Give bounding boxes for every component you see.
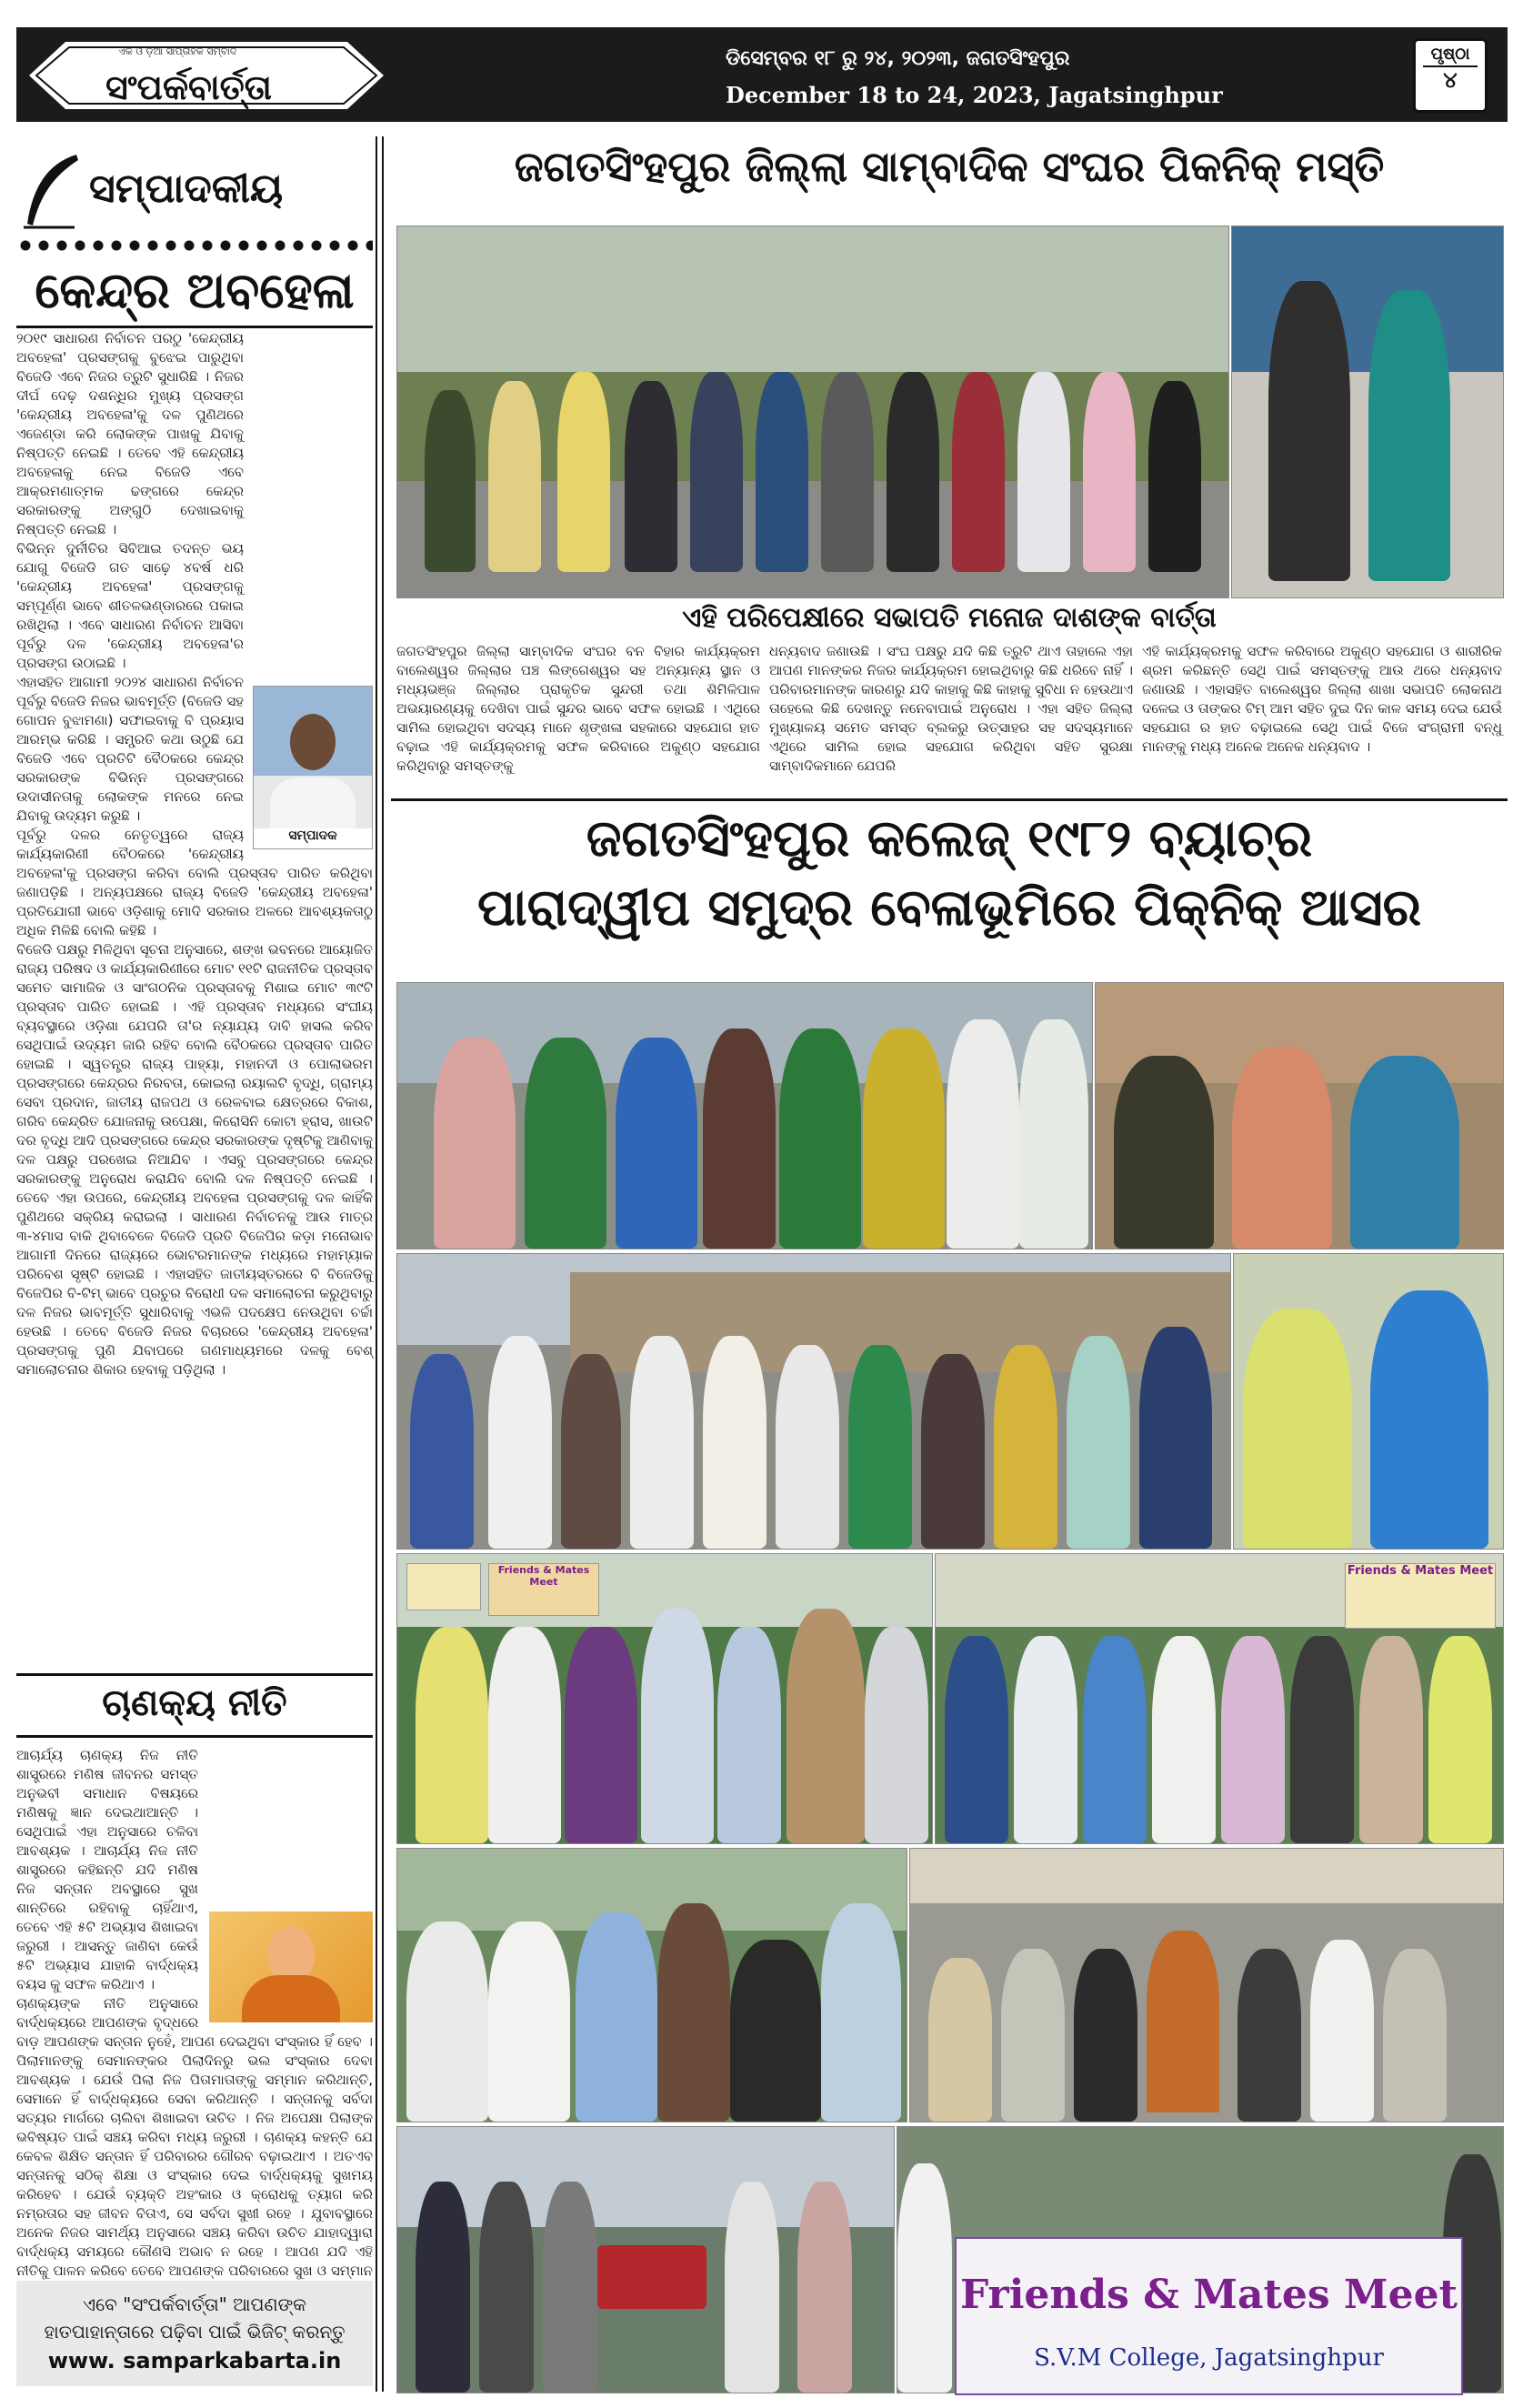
person <box>1083 1636 1147 1843</box>
banner-subtitle: S.V.M College, Jagatsinghpur <box>1034 2344 1384 2372</box>
person <box>1428 1636 1492 1843</box>
red-chairs <box>597 2245 706 2309</box>
photo-canopy <box>910 1849 1503 1903</box>
editor-photo-caption: ସମ୍ପାଦକ <box>254 828 372 848</box>
person <box>561 1354 621 1549</box>
right-column <box>391 136 1508 2392</box>
person <box>1350 1056 1459 1249</box>
person <box>416 1627 488 1843</box>
story2-headline-line-1: ଜଗତସିଂହପୁର କଲେଜ୍ ୧୯୮୨ ବ୍ୟାଚ୍ର <box>586 809 1313 868</box>
person <box>703 1336 767 1549</box>
person <box>488 1336 552 1549</box>
photo-women-rocks <box>1095 982 1504 1249</box>
editorial-paragraph: ବିଜେଡି ପକ୍ଷରୁ ମିଳିଥିବା ସୂଚନା ଅନୁସାରେ, ଶଙ୍ଖ ଭବନରେ ଆୟୋଜିତ ରାଜ୍ୟ ପରିଷଦ ଓ କାର୍ଯ୍ୟକାରିଣୀରେ ମୋଟ ୧୧ଟି ରାଜନୀତିକ ପ୍ରସ୍ତାବ ସମେତ ସାମାଜିକ ଓ ସାଂଗଠନିକ ପ୍ରସ୍ତାବକୁ ମିଶାଇ ମୋଟ ୩୯ଟି ପ୍ରସ୍ତାବ ପାରିତ ହୋଇଛି । ଏହି ପ୍ରସ୍ତାବ ମଧ୍ୟରେ ସଂଘୀୟ ବ୍ୟବସ୍ଥାରେ ଓଡ଼ିଶା ଯେପରି ତା'ର ନ୍ୟାଯ୍ୟ ଦାବି ହାସଲ କରିବ ସେଥିପାଇଁ ଉଦ୍ୟମ ଜାରି ରହିବ ବୋଲି ବୈଠକରେ ପ୍ରସ୍ତାବ ପାରିତ ହୋଇଛି । ସ୍ୱତନ୍ତ୍ର ରାଜ୍ୟ ପାହ୍ୟା, ମହାନଦୀ ଓ ପୋଲାଭରମ ପ୍ରସଙ୍ଗରେ କେନ୍ଦ୍ରର ନିରବତା, କୋଇଲା ରୟାଲଟି ବୃଦ୍ଧି, ଗ୍ରାମ୍ୟ ସେବା ପ୍ରଦାନ, ଜାତୀୟ ରାଜପଥ ଓ ରେଳବାଇ କ୍ଷେତ୍ରରେ ବିକାଶ, ଗରିବ କେନ୍ଦ୍ରିତ ଯୋଜନାକୁ ଉପେକ୍ଷା, କିରୋସିନି କୋଟା ହ୍ରାସ, ଖାଉଟି ଦର ବୃଦ୍ଧି ଆଦି ପ୍ରସଙ୍ଗରେ କେନ୍ଦ୍ର ସରକାରଙ୍କ ଦୃଷ୍ଟିକୁ ଆଣିବାକୁ ଦଳ ପକ୍ଷରୁ ପରଖେଇ ନିଆଯିବ । ଏସବୁ ପ୍ରସଙ୍ଗରେ କେନ୍ଦ୍ର ସରକାରଙ୍କୁ ଅନୁରୋଧ କରାଯିବ ବୋଲି ଦଳ ନିଷ୍ପତ୍ତି ନେଇଛି । ତେବେ ଏହା ଉପରେ, କେନ୍ଦ୍ରୀୟ ଅବହେଳା ପ୍ରସଙ୍ଗକୁ ଦଳ କାହିଁକି ପୁଣିଥରେ ସକ୍ରିୟ କରାଇଲା । ସାଧାରଣ ନିର୍ବାଚନକୁ ଆଉ ମାତ୍ର ୩-୪ମାସ ବାକି ଥିବାବେଳେ ବିଜେଡି ପ୍ରତି ବିଜେପିର କଡ଼ା ମନୋଭାବ ଆଗାମୀ ଦିନରେ ରାଜ୍ୟରେ ଭୋଟରମାନଙ୍କ ମଧ୍ୟରେ ମହାମ୍ୟାକ ପରିବେଶ ସୃଷ୍ଟି ହୋଇଛି । ଏହାସହିତ ଜାତୀୟସ୍ତରରେ ବି ବିଜେଡିକୁ ବିଜେପିର ବି-ଟିମ୍ ଭାବେ ପ୍ରଚୁର ବିରୋଧୀ ଦଳ ସମାଲୋଚନା କରୁଥିବାରୁ ଦଳ ନିଜର ଭାବମୂର୍ତ୍ତି ସୁଧାରିବାକୁ ଏଭଳି ପଦକ୍ଷେପ ନେଉଥିବା ଚର୍ଚ୍ଚା ହେଉଛି । ତେବେ ବିଜେଡି ନିଜର ବିଚାରରେ 'କେନ୍ଦ୍ରୀୟ ଅବହେଳା' ପ୍ରସଙ୍ଗକୁ ପୁଣି ଯିବାପରେ ଗଣମାଧ୍ୟମରେ ଦଳକୁ ବେଶ୍ ସମାଲୋଚନାର ଶିକାର ହେବାକୁ ପଡ଼ିଥିଲା । <box>16 941 373 1378</box>
promo-line-1: ଏବେ "ସଂପର୍କବାର୍ତ୍ତା" ଆପଣଙ୍କ <box>83 2293 306 2315</box>
chanakya-paragraph: ଚାଣକ୍ୟଙ୍କ ନୀତି ଅନୁସାରେ ବାର୍ଦ୍ଧକ୍ୟରେ ଆପଣଙ୍କ ବୃଦ୍ଧରେ ବାଡ଼ ଆପଣଙ୍କ ସନ୍ତାନ ନୁହେଁ, ଆପଣ ଦେଇଥିବା ସଂସ୍କାର ହିଁ ହେବ । ପିଲାମାନଙ୍କୁ ସେମାନଙ୍କର ପିଲାଦିନରୁ ଭଲ ସଂସ୍କାର ଦେବା ଆବଶ୍ୟକ । ଯେଉଁ ପିଲା ନିଜ ପିତାମାତାଙ୍କୁ ସମ୍ମାନ କରିଥାନ୍ତି, ସେମାନେ ହିଁ ବାର୍ଦ୍ଧକ୍ୟରେ ସେବା କରିଥାନ୍ତି । ସନ୍ତାନକୁ ସର୍ବଦା ସତ୍ୟର ମାର୍ଗରେ ଚାଲିବା ଶିଖାଇବା ଉଚିତ । ନିଜ ଅପେକ୍ଷା ପିଲାଙ୍କ ଭବିଷ୍ୟତ ପାଇଁ ସଞ୍ଚୟ କରିବା ମଧ୍ୟ ଜରୁରୀ । ଚାଣକ୍ୟ କହନ୍ତି ଯେ କେବଳ ଶିକ୍ଷିତ ସନ୍ତାନ ହିଁ ପରିବାରର ଗୌରବ ବଢ଼ାଇଥାଏ । ଅତଏବ ସନ୍ତାନକୁ ସଠିକ୍ ଶିକ୍ଷା ଓ ସଂସ୍କାର ଦେଇ ବାର୍ଦ୍ଧକ୍ୟକୁ ସୁଖମୟ କରିହେବ । ଯେଉଁ ବ୍ୟକ୍ତି ଅହଂକାର ଓ କ୍ରୋଧକୁ ତ୍ୟାଗ କରି ନମ୍ରତାର ସହ ଜୀବନ ବିତାଏ, ସେ ସର୍ବଦା ସୁଖୀ ରହେ । ଯୁବାବସ୍ଥାରେ ଅନେକ ନିଜର ସାମର୍ଥ୍ୟ ଅନୁସାରେ ସଞ୍ଚୟ କରିବା ଉଚିତ ଯାହାଦ୍ୱାରା ବାର୍ଦ୍ଧକ୍ୟ ସମୟରେ କୌଣସି ଅଭାବ ନ ରହେ । ଆପଣ ଯଦି ଏହି ନୀତିକୁ ପାଳନ କରିବେ ତେବେ ଆପଣଙ୍କ ପରିବାରରେ ସୁଖ ଓ ସମ୍ମାନ <box>16 1995 373 2279</box>
logo-title: ସଂପର୍କବାର୍ତ୍ତା <box>105 67 272 107</box>
person <box>945 1636 1008 1843</box>
person <box>1074 1949 1137 2122</box>
person <box>1083 372 1136 572</box>
person <box>434 1038 516 1249</box>
chanakya-robe <box>242 1975 340 2022</box>
issue-date-odia: ଡିସେମ୍ବର ୧୮ ରୁ ୨୪, ୨୦୨୩, ଜଗତସିଂହପୁର <box>726 47 1070 70</box>
statue <box>1147 1931 1219 2112</box>
photo-batch-group-beach <box>396 1253 1231 1550</box>
person <box>1310 1940 1374 2122</box>
photo-men-seated-banner <box>935 1553 1504 1844</box>
person <box>1148 381 1201 572</box>
person <box>1014 1636 1077 1843</box>
person <box>756 372 808 572</box>
story1-paragraph: ଏହି କାର୍ଯ୍ୟକ୍ରମକୁ ସଫଳ କରିବାରେ ଅକୁଣ୍ଠ ସହଯୋଗ ଓ ଶାରୀରିକ ଶ୍ରମ କରିଛନ୍ତି ସେଥି ପାଇଁ ସମସ୍ତଙ୍କୁ ଆଉ ଥରେ ଧନ୍ୟବାଦ ଜଣାଉଛି । ଏହାସହିତ ବାଲେଶ୍ୱର ଜିଲ୍ଲା ଶାଖା ସଭାପତି ଲୋକନାଥ ଦଳେଇ ଓ ତାଙ୍କର ଟିମ୍ ଆମ ସହିତ ଦୁଇ ଦିନ କାଳ ସମୟ ଦେଇ ଯେଉଁ ସହଯୋଗ ର ହାତ ବଢ଼ାଇଲେ ସେଥି ପାଇଁ ବିଜେ ସଂଗ୍ରାମୀ ବନ୍ଧୁ ମାନଙ୍କୁ ମଧ୍ୟ ଅନେକ ଅନେକ ଧନ୍ୟବାଦ । <box>1142 643 1502 755</box>
person <box>787 1609 865 1843</box>
page-number-box <box>1413 38 1488 113</box>
editorial-paragraph: ପୂର୍ବରୁ ଦଳର ନେତୃତ୍ୱରେ ରାଜ୍ୟ କାର୍ଯ୍ୟକାରିଣୀ ବୈଠକରେ 'କେନ୍ଦ୍ରୀୟ ଅବହେଳା'କୁ ପ୍ରସଙ୍ଗ କରିବା ବୋଲି ପ୍ରସ୍ତାବ ପାରିତ କରିଥିବା ଜଣାପଡ଼ିଛି । ଅନ୍ୟପକ୍ଷରେ ରାଜ୍ୟ ବିଜେଡି 'କେନ୍ଦ୍ରୀୟ ଅବହେଳା' ପ୍ରତିଯୋଗୀ ଭାବେ ଓଡ଼ିଶାକୁ ମୋଦି ସରକାର ଅଳରେ ଆବଶ୍ୟକତାଠୁ ଅଧିକ ମିଳିଛି ବୋଲି କହିଛି । <box>16 827 373 938</box>
person <box>1001 1949 1065 2122</box>
story1-paragraph: ଧନ୍ୟବାଦ ଜଣାଉଛି । ସଂଘ ପକ୍ଷରୁ ଯଦି କିଛି ତ୍ରୁଟି ଥାଏ ତାହାଲେ ଏହା ଆପଣ ମାନଙ୍କର ନିଜର କାର୍ଯ୍ୟକ୍ରମ ହୋଇଥିବାରୁ କିଛି ଧରିବେ ନାହିଁ । ପରିବାରମାନଙ୍କ କାରଣରୁ ଯଦି କାହାକୁ କିଛି କାହାକୁ ସୁବିଧା ନ ହେଉଥାଏ ତାହେଲେ କିଛି ଦେଖନ୍ତୁ ନନେବାପାଇଁ ଅନୁରୋଧ । ଏହା ସହିତ ଜିଲ୍ଲା ମୁଖ୍ୟାଳୟ ସମେତ ସମସ୍ତ ବ୍ଲକରୁ ଉତ୍ସାହର ସହ ସଦସ୍ୟମାନେ ଏଥିରେ ସାମିଲ ହୋଇ ସହଯୋଗ କରିଥିବା ସହିତ ସୁରକ୍ଷା ସାମ୍ବାଦିକମାନେ ଯେପରି <box>769 643 1133 774</box>
left-column <box>16 136 373 2392</box>
person <box>410 1354 474 1549</box>
person <box>725 2182 779 2393</box>
chanakya-title: ଚାଣକ୍ୟ ନୀତି <box>102 1682 287 1724</box>
person <box>952 372 1005 572</box>
logo-subtitle: ଏକ ଓ ଡ଼ିଆ ସାପ୍ତାହିକ ସମ୍ବାଦ <box>118 45 237 57</box>
person <box>994 1345 1057 1549</box>
divider <box>16 1673 373 1676</box>
photo-background-hill <box>397 226 1228 372</box>
person <box>865 1627 928 1843</box>
page-label: ପୃଷ୍ଠା <box>1430 45 1470 64</box>
person <box>525 1038 606 1249</box>
person <box>717 1627 781 1843</box>
person <box>1368 290 1450 581</box>
website-link[interactable]: www. samparkabarta.in <box>47 2348 342 2373</box>
person <box>690 372 743 572</box>
chanakya-illustration <box>209 1911 373 2022</box>
person <box>1152 1636 1216 1843</box>
editor-photo <box>253 686 373 849</box>
editorial-paragraph: ବିଭିନ୍ନ ଦୁର୍ନୀତିର ସିବିଆଇ ତଦନ୍ତ ଭୟ ଯୋଗୁ ବିଜେଡି ଗତ ସାଢ଼େ ୪ବର୍ଷ ଧରି 'କେନ୍ଦ୍ରୀୟ ଅବହେଳା' ପ୍ରସଙ୍ଗକୁ ସମ୍ପୂର୍ଣ୍ଣ ଭାବେ ଶୀତଳଭଣ୍ଡାରରେ ପକାଇ ରଖିଥିଲା । ଏବେ ସାଧାରଣ ନିର୍ବାଚନ ଆସିବା ପୂର୍ବରୁ ଦଳ 'କେନ୍ଦ୍ରୀୟ ଅବହେଳା'ର ପ୍ରସଙ୍ଗ ଉଠାଇଛି । <box>16 540 244 671</box>
person <box>797 2182 852 2393</box>
person <box>921 1354 985 1549</box>
masthead <box>16 27 1508 122</box>
promo-line-2: ହାତପାହାନ୍ତାରେ ପଢ଼ିବା ପାଇଁ ଭିଜିଟ୍ କରନ୍ତୁ <box>44 2321 346 2343</box>
editorial-headline: କେନ୍ଦ୍ର ଅବହେଳା <box>35 262 355 319</box>
person <box>488 381 541 572</box>
person <box>1067 1336 1130 1549</box>
chanakya-paragraph: ଆଚାର୍ଯ୍ୟ ଚାଣକ୍ୟ ନିଜ ନୀତି ଶାସ୍ତ୍ରରେ ମଣିଷ ଜୀବନର ସମସ୍ତ ଅନୁଭବୀ ସମାଧାନ ବିଷୟରେ ମଣିଷକୁ ଜ୍ଞାନ ଦେଇଥାଆନ୍ତି । ସେଥିପାଇଁ ଏହା ଅନୁସାରେ ଚଳିବା ଆବଶ୍ୟକ । ଆଚାର୍ଯ୍ୟ ନିଜ ନୀତି ଶାସ୍ତ୍ରରେ କହିଛନ୍ତି ଯଦି ମଣିଷ ନିଜ ସନ୍ତାନ ଅବସ୍ଥାରେ ସୁଖ ଶାନ୍ତିରେ ରହିବାକୁ ଚାହିଁଥାଏ, ତେବେ ଏହି ୫ଟି ଅଭ୍ୟାସ ଶିଖାଇବା ଜରୁରୀ । ଆସନ୍ତୁ ଜାଣିବା କେଉଁ ୫ଟି ଅଭ୍ୟାସ ଯାହାକି ବାର୍ଦ୍ଧକ୍ୟ ବୟସ କୁ ସଫଳ କରିଥାଏ । <box>16 1747 198 1992</box>
person <box>630 1336 694 1549</box>
person <box>779 1028 861 1249</box>
person <box>479 2182 534 2393</box>
story2-headline-line-2: ପାରାଦ୍ୱୀପ ସମୁଦ୍ର ବେଳାଭୂମିରେ ପିକ୍ନିକ୍ ଆସର <box>476 878 1422 938</box>
person <box>488 1921 570 2122</box>
story1-subhead: ଏହି ପରିପେକ୍ଷୀରେ ସଭାପତି ମନୋଜ ଦାଶଙ୍କ ବାର୍ତ୍ତା <box>682 602 1217 634</box>
person <box>887 372 939 572</box>
photo-journalists-group <box>396 226 1229 598</box>
person <box>616 1038 697 1249</box>
divider <box>16 326 373 328</box>
person <box>488 1627 561 1843</box>
person <box>703 1028 776 1249</box>
person <box>1359 1636 1423 1843</box>
editorial-body <box>16 329 373 1666</box>
stand-banner <box>406 1563 481 1610</box>
person <box>1019 1019 1088 1249</box>
person <box>543 2182 597 2393</box>
story1-headline: ଜଗତସିଂହପୁର ଜିଲ୍ଲା ସାମ୍ବାଦିକ ସଂଘର ପିକନିକ୍ ମସ୍ତି <box>514 142 1385 191</box>
website-promo <box>16 2281 373 2386</box>
editorial-section-title: ସମ୍ପାଦକୀୟ <box>89 166 284 212</box>
person <box>897 2163 952 2393</box>
person <box>730 1940 821 2122</box>
person <box>1237 1949 1301 2122</box>
person <box>565 1627 637 1843</box>
photo-trees <box>397 1849 907 1931</box>
person <box>776 1345 839 1549</box>
issue-date-english: December 18 to 24, 2023, Jagatsinghpur <box>726 82 1223 108</box>
person <box>863 1028 945 1249</box>
person <box>1243 1309 1352 1549</box>
person <box>576 1912 657 2122</box>
editor-shirt <box>270 778 356 828</box>
person <box>657 1903 730 2122</box>
photo-men-closeup <box>1233 1253 1504 1550</box>
photo-beach-chairs <box>396 2126 895 2393</box>
photo-two-women <box>1231 226 1504 598</box>
person <box>625 381 677 572</box>
editorial-header <box>16 145 373 227</box>
person <box>1221 1636 1285 1843</box>
divider <box>391 798 1508 801</box>
person <box>1139 1327 1212 1549</box>
person <box>641 1609 714 1843</box>
editor-face <box>290 714 336 770</box>
column-rule <box>376 136 384 2392</box>
editorial-paragraph: ୨୦୧୯ ସାଧାରଣ ନିର୍ବାଚନ ପରଠୁ 'କେନ୍ଦ୍ରୀୟ ଅବହେଳା' ପ୍ରସଙ୍ଗକୁ ବୁଝେଇ ପାରୁଥିବା ବିଜେଡି ଏବେ ନିଜର ତ୍ରୁଟି ସୁଧାରିଛି । ନିଜର ଦୀର୍ଘ ଦେଢ଼ ଦଶନ୍ଧିର ମୁଖ୍ୟ ପ୍ରସଙ୍ଗ 'କେନ୍ଦ୍ରୀୟ ଅବହେଳା'କୁ ଦଳ ପୁଣିଥରେ ଏଜେଣ୍ଡା କରି ଲୋକଙ୍କ ପାଖକୁ ଯିବାକୁ ନିଷ୍ପତ୍ତି ନେଇଛି । ତେବେ ଏହି କେନ୍ଦ୍ରୀୟ ଅବହେଳାକୁ ନେଇ ବିଜେଡି ଏବେ ଆକ୍ରମଣାତ୍ମକ ଢଙ୍ଗରେ କେନ୍ଦ୍ର ସରକାରଙ୍କୁ ଅଙ୍ଗୁଠି ଦେଖାଇବାକୁ ନିଷ୍ପତ୍ତି ନେଇଛି । <box>16 330 244 537</box>
banner-title: Friends & Mates Meet <box>960 2272 1458 2318</box>
person <box>1290 1636 1354 1843</box>
person <box>928 1958 992 2122</box>
person <box>406 1921 488 2122</box>
friends-mates-banner <box>955 2237 1463 2395</box>
page-number: ୪ <box>1423 65 1478 93</box>
photo-statue-gathering <box>909 1848 1504 2122</box>
person <box>557 372 610 572</box>
person <box>1370 1290 1488 1549</box>
person <box>848 1345 912 1549</box>
person <box>416 2182 470 2393</box>
divider <box>16 1735 373 1738</box>
story1-paragraph: ଜଗତସିଂହପୁର ଜିଲ୍ଲା ସାମ୍ବାଦିକ ସଂଘର ବନ ବିହାର କାର୍ଯ୍ୟକ୍ରମ ବାଲେଶ୍ୱର ଜିଲ୍ଲାର ପଞ୍ଚ ଲିଙ୍ଗେଶ୍ୱର ସହ ଅନ୍ୟାନ୍ୟ ସ୍ଥାନ ଓ ମଧ୍ୟଭଞ୍ଜ ଜିଲ୍ଲାର ପ୍ରାକୃତିକ ସୁନ୍ଦରୀ ତଥା ଶିମିଳିପାଳ ଅଭୟାରଣ୍ୟକୁ ଦେଖିବା ପାଇଁ ସୁନ୍ଦର ଭାବେ ସଫଳ ହୋଇଛି । ଏଥିରେ ସାମିଲ ହୋଇଥିବା ସଦସ୍ୟ ମାନେ ଶୃଙ୍ଖଳା ସହକାରେ ସହଯୋଗ ହାତ ବଢ଼ାଇ ଏହି କାର୍ଯ୍ୟକ୍ରମକୁ ସଫଳ କରିବାରେ ଅକୁଣ୍ଠ ସହଯୋଗ କରିଥିବାରୁ ସମସ୍ତଙ୍କୁ <box>396 643 760 774</box>
quill-icon <box>20 151 84 229</box>
person <box>1383 1949 1447 2122</box>
stand-banner-left: Friends & Mates Meet <box>488 1563 599 1616</box>
person <box>1232 1047 1332 1249</box>
dotted-divider <box>16 238 373 253</box>
photo-men-seated <box>396 1553 933 1844</box>
person <box>1114 1056 1214 1249</box>
person <box>425 390 476 572</box>
photo-women-beach <box>396 982 1093 1249</box>
photo-group-with-guest <box>396 1848 907 2122</box>
stand-banner-right: Friends & Mates Meet <box>1345 1563 1496 1629</box>
person <box>947 1019 1019 1249</box>
editorial-paragraph: ଏହାସହିତ ଆଗାମୀ ୨୦୨୪ ସାଧାରଣ ନିର୍ବାଚନ ପୂର୍ବରୁ ବିଜେଡି ନିଜର ଭାବମୂର୍ତ୍ତି (ବିଜେଡି ସହ ଗୋପନ ବୁଝାମଣା) ସଫାଇବାକୁ ବି ପ୍ରୟାସ ଆରମ୍ଭ କରିଛି । ସମ୍ପ୍ରତି କଥା ଉଠୁଛି ଯେ ବିଜେଡି ଏବେ ପ୍ରତିଟି ବୈଠକରେ କେନ୍ଦ୍ର ସରକାରଙ୍କ ବିଭିନ୍ନ ପ୍ରସଙ୍ଗରେ ଉଦାସୀନତାକୁ ଲୋକଙ୍କ ମନରେ ନେଇ ଯିବାକୁ ଉଦ୍ୟମ କରୁଛି । <box>16 674 244 824</box>
chanakya-face <box>267 1926 315 1982</box>
person <box>1017 372 1070 572</box>
person <box>821 1903 901 2122</box>
person <box>1268 281 1350 581</box>
person <box>821 372 874 572</box>
